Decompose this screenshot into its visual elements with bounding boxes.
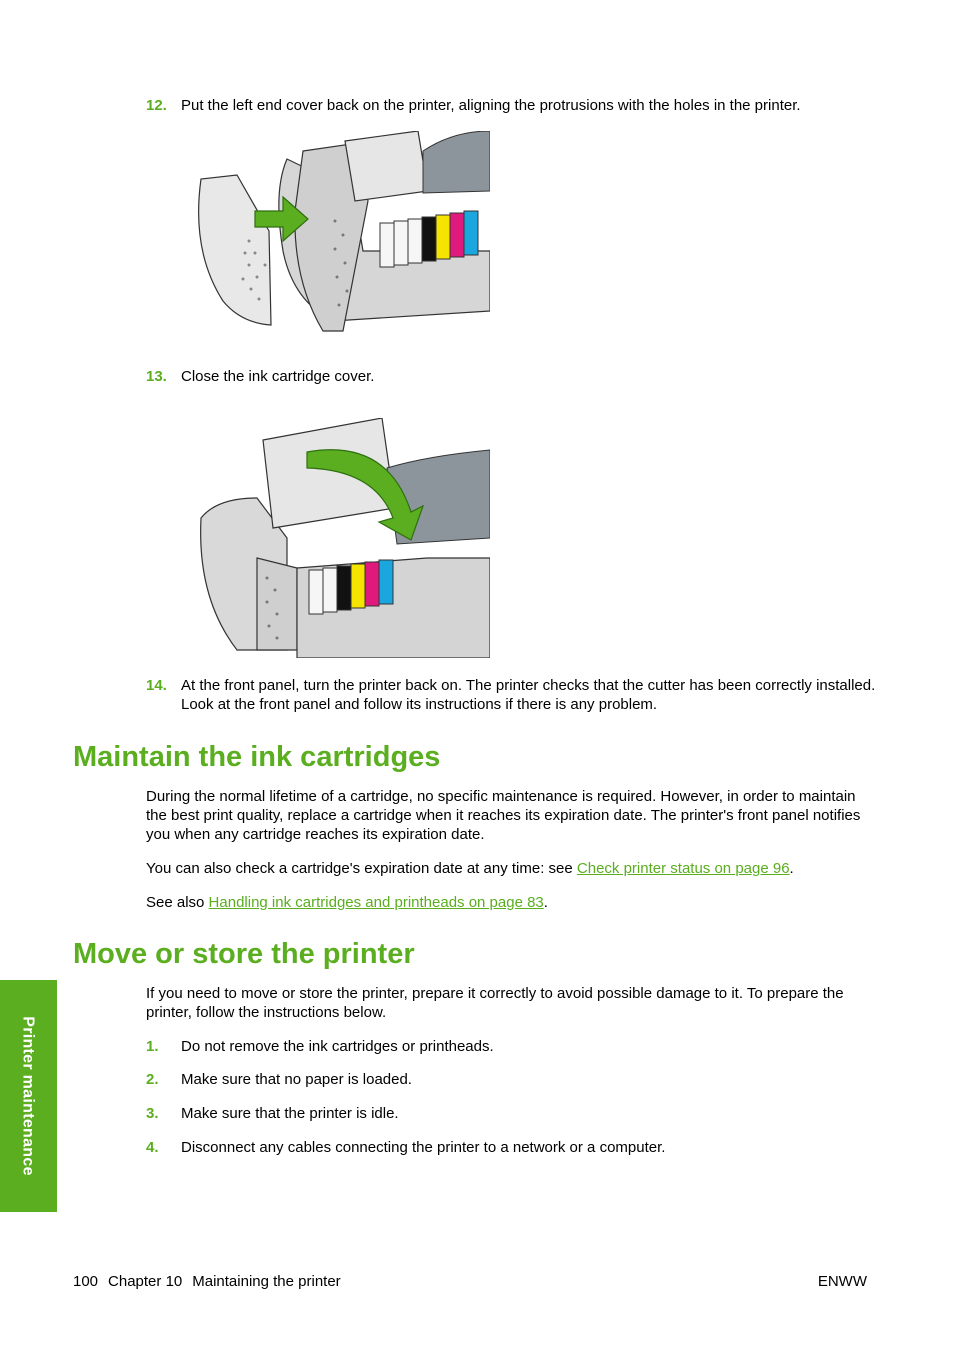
step-13 xyxy=(146,367,876,386)
step-number: 2. xyxy=(146,1071,159,1088)
move-step-3 xyxy=(146,1104,876,1123)
step-text: Disconnect any cables connecting the printer to a network or a computer. xyxy=(181,1139,666,1156)
move-step-2 xyxy=(146,1070,876,1089)
step-number: 4. xyxy=(146,1139,159,1156)
footer-left xyxy=(73,1272,351,1291)
step-number: 12. xyxy=(146,97,167,114)
step-12 xyxy=(146,96,876,115)
step-number: 14. xyxy=(146,677,167,694)
footer-right: ENWW xyxy=(817,1273,867,1290)
see-also-paragraph xyxy=(146,893,874,912)
step-text: Close the ink cartridge cover. xyxy=(181,368,375,385)
link-check-printer-status[interactable]: Check printer status on page 96 xyxy=(576,860,790,877)
side-tab-label: Printer maintenance xyxy=(19,1016,37,1176)
move-intro-paragraph: If you need to move or store the printer, prepare it correctly to avoid possible damage to it. To prepare the printer, follow the instructions below. xyxy=(146,985,844,1021)
step-number: 3. xyxy=(146,1105,159,1122)
chapter-side-tab xyxy=(0,980,57,1212)
maintain-paragraph: During the normal lifetime of a cartridge, no specific maintenance is required. However, in order to maintain the best print quality, replace a cartridge when it reaches its expiration date. The printer's front panel notifies you when any cartridge reaches its expiration date. xyxy=(146,788,861,843)
heading-maintain-ink-cartridges: Maintain the ink cartridges xyxy=(73,741,441,773)
expiration-paragraph xyxy=(146,859,874,878)
figure-end-cover xyxy=(183,131,490,348)
link-handling-ink-cartridges[interactable]: Handling ink cartridges and printheads on page 83 xyxy=(208,894,544,911)
step-14 xyxy=(146,676,876,714)
step-text: Do not remove the ink cartridges or printheads. xyxy=(181,1038,494,1055)
step-text: Put the left end cover back on the printer, aligning the protrusions with the holes in the printer. xyxy=(181,97,801,114)
text: . xyxy=(789,860,794,877)
heading-move-or-store: Move or store the printer xyxy=(73,938,415,970)
move-step-1 xyxy=(146,1037,876,1056)
text: You can also check a cartridge's expiration date at any time: see xyxy=(146,860,577,877)
move-step-4 xyxy=(146,1138,876,1157)
step-number: 13. xyxy=(146,368,167,385)
figure-close-cover xyxy=(197,418,490,658)
step-text: At the front panel, turn the printer back on. The printer checks that the cutter has been correctly installed. Look at the front panel and follow its instructions if there is any problem. xyxy=(181,677,876,713)
step-text: Make sure that no paper is loaded. xyxy=(181,1071,412,1088)
text: See also xyxy=(146,894,209,911)
page-number: 100 xyxy=(73,1273,99,1290)
step-number: 1. xyxy=(146,1038,159,1055)
chapter-title: Maintaining the printer xyxy=(192,1273,341,1290)
chapter-number: Chapter 10 xyxy=(108,1273,183,1290)
step-text: Make sure that the printer is idle. xyxy=(181,1105,399,1122)
text: . xyxy=(543,894,548,911)
